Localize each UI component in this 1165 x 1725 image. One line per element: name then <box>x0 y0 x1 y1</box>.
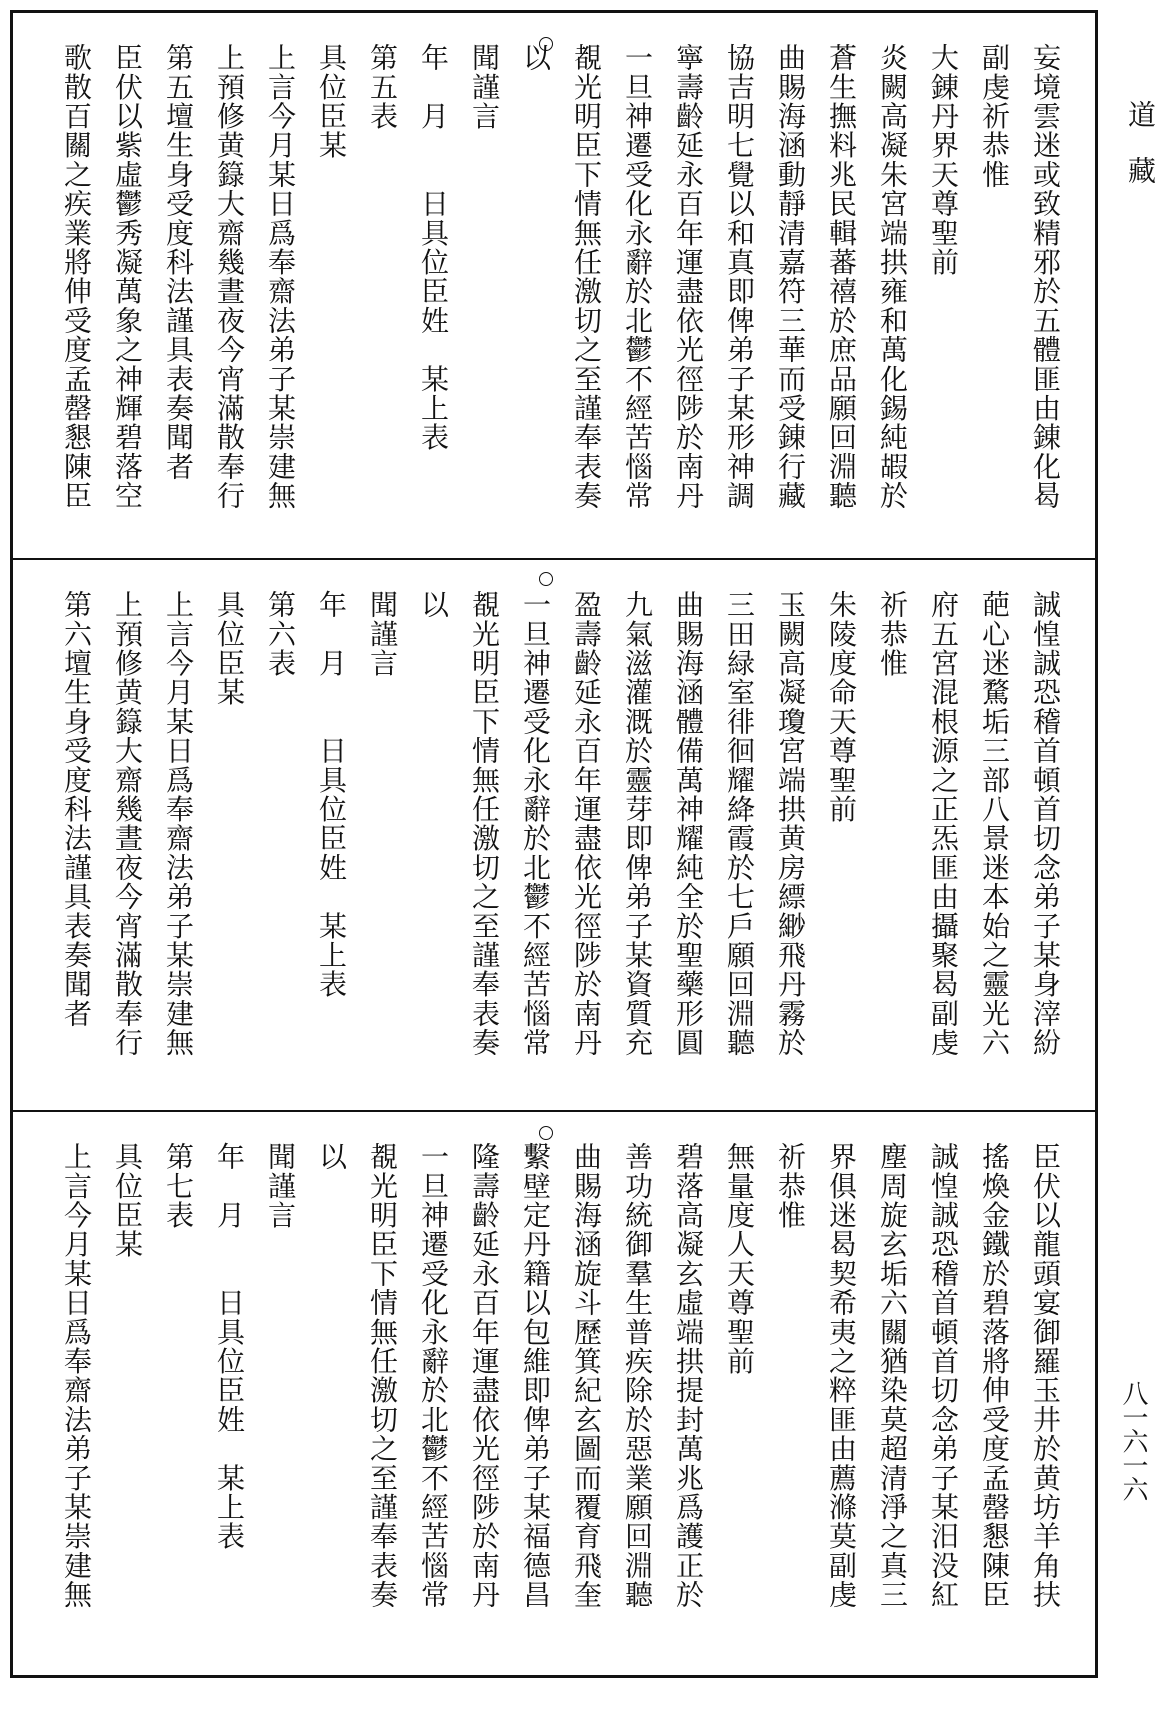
text-column: 誠惶誠恐稽首頓首切念弟子某身滓紛 <box>1029 590 1062 1058</box>
text-column: 上預修黄籙大齋幾晝夜今宵滿散奉行 <box>213 43 246 511</box>
text-column: 具位臣某 <box>315 43 348 160</box>
text-column: 覩光明臣下情無任激切之至謹奉表奏 <box>468 590 501 1058</box>
text-column: 曲賜海涵旋斗歷箕紀玄圖而覆育飛奎 <box>570 1142 603 1610</box>
text-column: 第五壇生身受度科法謹具表奏聞者 <box>162 43 195 481</box>
text-column: 第七表 <box>162 1142 195 1230</box>
text-column: 九氣滋灌溉於靈芽即俾弟子某資質充 <box>621 590 654 1058</box>
text-column: 第六壇生身受度科法謹具表奏聞者 <box>60 590 93 1028</box>
text-column: 大錬丹界天尊聖前 <box>927 43 960 277</box>
text-column: 碧落高凝玄虛端拱提封萬兆爲護正於 <box>672 1142 705 1610</box>
text-column: 聞謹言 <box>366 590 399 678</box>
text-column: 協吉明七覺以和真即俾弟子某形神調 <box>723 43 756 511</box>
text-column: 曲賜海涵體備萬神耀純全於聖藥形圓 <box>672 590 705 1058</box>
text-column: 副虔祈恭惟 <box>978 43 1011 189</box>
text-column: 誠惶誠恐稽首頓首切念弟子某汨没紅 <box>927 1142 960 1610</box>
text-column: 具位臣某 <box>213 590 246 707</box>
text-column: 葩心迷騖垢三部八景迷本始之靈光六 <box>978 590 1011 1058</box>
page-frame <box>10 10 1098 1678</box>
page-number: 八一六一六 <box>1118 1380 1148 1500</box>
text-register-1 <box>13 13 1095 560</box>
text-column: 年 月 日具位臣姓 某上表 <box>315 590 348 999</box>
text-column: 祈恭惟 <box>876 590 909 678</box>
text-column: 蒼生撫料兆民輯蕃禧於庶品願回淵聽 <box>825 43 858 511</box>
text-column: 隆壽齡延永百年運盡依光徑陟於南丹 <box>468 1142 501 1610</box>
circle-mark-icon <box>539 37 553 51</box>
text-column: 搖煥金鐵於碧落將伸受度孟罄懇陳臣 <box>978 1142 1011 1610</box>
text-column: 以 <box>519 43 552 73</box>
text-column: 盈壽齡延永百年運盡依光徑陟於南丹 <box>570 590 603 1058</box>
text-column: 繫壁定丹籍以包維即俾弟子某福德昌 <box>519 1142 552 1610</box>
text-column: 界俱迷曷契希夷之粹匪由薦滌莫副虔 <box>825 1142 858 1610</box>
text-column: 以 <box>417 590 450 620</box>
text-column: 一旦神遷受化永辭於北鬱不經苦惱常 <box>519 590 552 1058</box>
text-column: 歌散百關之疾業將伸受度孟罄懇陳臣 <box>60 43 93 511</box>
text-column: 臣伏以龍頭宴御羅玉井於黄坊羊角扶 <box>1029 1142 1062 1610</box>
text-column: 臣伏以紫虛鬱秀凝萬象之神輝碧落空 <box>111 43 144 511</box>
text-column: 聞謹言 <box>264 1142 297 1230</box>
text-column: 善功統御羣生普疾除於惡業願回淵聽 <box>621 1142 654 1610</box>
text-register-3 <box>13 1112 1095 1675</box>
text-column: 上言今月某日爲奉齋法弟子某崇建無 <box>264 43 297 511</box>
text-column: 三田緑室徘徊耀絳霞於七戶願回淵聽 <box>723 590 756 1058</box>
text-column: 府五宮混根源之正炁匪由攝聚曷副虔 <box>927 590 960 1058</box>
text-column: 聞謹言 <box>468 43 501 131</box>
text-column: 炎闕高凝朱宮端拱雍和萬化錫純嘏於 <box>876 43 909 511</box>
text-column: 祈恭惟 <box>774 1142 807 1230</box>
text-column: 上言今月某日爲奉齋法弟子某崇建無 <box>162 590 195 1058</box>
text-column: 無量度人天尊聖前 <box>723 1142 756 1376</box>
text-column: 具位臣某 <box>111 1142 144 1259</box>
circle-mark-icon <box>539 572 553 586</box>
text-column: 第五表 <box>366 43 399 131</box>
collection-title: 道藏 <box>1124 100 1157 212</box>
text-register-2 <box>13 560 1095 1112</box>
text-column: 一旦神遷受化永辭於北鬱不經苦惱常 <box>417 1142 450 1610</box>
text-column: 上言今月某日爲奉齋法弟子某崇建無 <box>60 1142 93 1610</box>
text-column: 塵周旋玄垢六關猶染莫超清淨之真三 <box>876 1142 909 1610</box>
text-column: 曲賜海涵動靜清嘉符三華而受錬行藏 <box>774 43 807 511</box>
text-column: 朱陵度命天尊聖前 <box>825 590 858 824</box>
text-column: 玉闕高凝瓊宮端拱黄房縹緲飛丹霧於 <box>774 590 807 1058</box>
text-column: 寧壽齡延永百年運盡依光徑陟於南丹 <box>672 43 705 511</box>
text-column: 年 月 日具位臣姓 某上表 <box>213 1142 246 1551</box>
text-column: 以 <box>315 1142 348 1172</box>
text-column: 妄境雲迷或致精邪於五體匪由錬化曷 <box>1029 43 1062 511</box>
text-column: 覩光明臣下情無任激切之至謹奉表奏 <box>570 43 603 511</box>
text-column: 上預修黄籙大齋幾晝夜今宵滿散奉行 <box>111 590 144 1058</box>
text-column: 一旦神遷受化永辭於北鬱不經苦惱常 <box>621 43 654 511</box>
text-column: 第六表 <box>264 590 297 678</box>
circle-mark-icon <box>539 1126 553 1140</box>
text-column: 年 月 日具位臣姓 某上表 <box>417 43 450 452</box>
text-column: 覩光明臣下情無任激切之至謹奉表奏 <box>366 1142 399 1610</box>
